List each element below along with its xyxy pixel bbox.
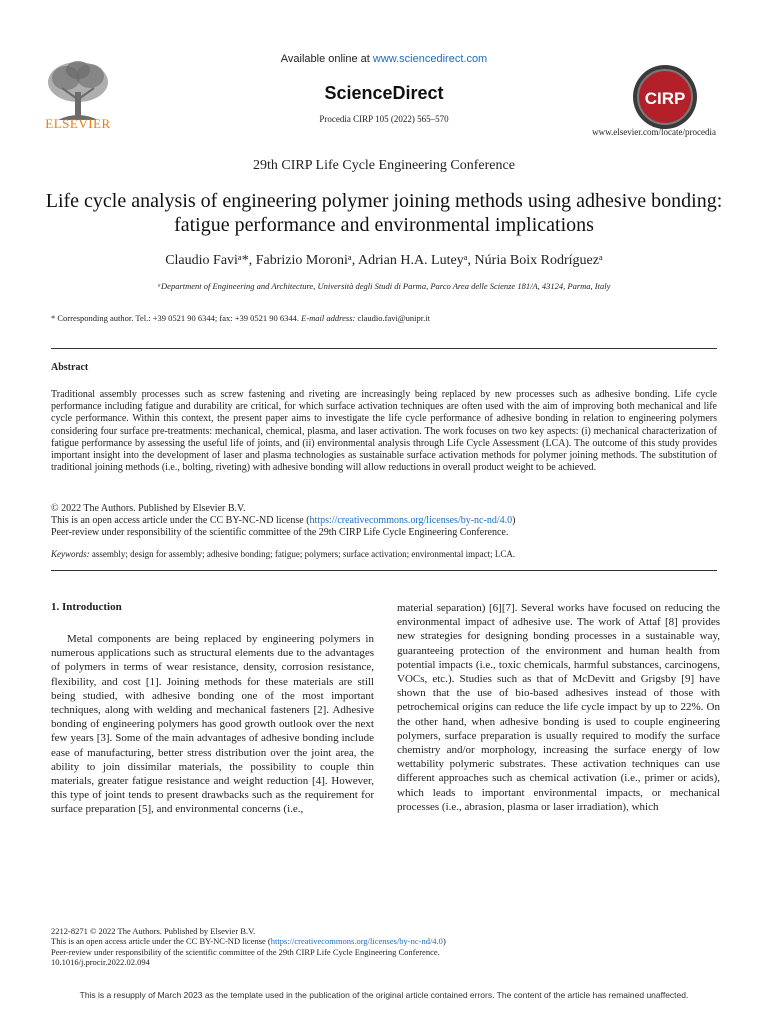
footer-peer-review: Peer-review under responsibility of the scientific committee of the 29th CIRP Life Cycle Engineering Conference. (51, 946, 440, 957)
affiliation: ᵃDepartment of Engineering and Architecture, Università degli Studi di Parma, Parco Area delle Scienze 181/A, 43124, Parma, Italy (157, 281, 611, 291)
available-online (200, 53, 568, 65)
license-link[interactable]: https://creativecommons.org/licenses/by-nc-nd/4.0 (309, 515, 513, 527)
cirp-logo (632, 64, 698, 130)
keywords-list: assembly; design for assembly; adhesive bonding; fatigue; polymers; surface activation; environmental impact; LCA. (89, 549, 516, 559)
available-prefix: Available online at (280, 53, 373, 65)
footer-issn: 2212-8271 © 2022 The Authors. Published by Elsevier B.V. (51, 926, 256, 936)
author-list: Claudio Faviᵃ*, Fabrizio Moroniᵃ, Adrian H.A. Luteyᵃ, Núria Boix Rodríguezᵃ (165, 253, 603, 268)
abstract-text: Traditional assembly processes such as screw fastening and riveting are increasingly being replaced by new processes such as adhesive bonding. Life cycle performance including fatigue and durability are critical, for which surface activation techniques are often used with the aim of improving both mechanical and life cycle performance. Within this context, the present paper aims to investigate the life cycle performance of adhesive bonding in relation to engineering polymers considering four surface pre-treatments: mechanical, chemical, plasma, and laser activation. The work focuses on two key aspects: (i) mechanical characterization of fatigue performance by assessing the useful life of joints, and (ii) environmental analysis through Life Cycle Assessment (LCA). The outcome of this study provides important insight into the development of laser and plasma technologies as sustainable surface activation methods for polymer joining methods. The substitution of traditional joining methods (i.e., bolting, riveting) with adhesive bonding will allow reductions in overall product weight to be achieved. (51, 389, 717, 474)
sciencedirect-link[interactable]: www.sciencedirect.com (372, 53, 488, 65)
abstract-copyright (51, 503, 717, 540)
peer-review-line: Peer-review under responsibility of the scientific committee of the 29th CIRP Life Cycle Engineering Conference. (51, 527, 509, 539)
abstract-heading: Abstract (51, 362, 89, 373)
body-column-left (51, 632, 374, 817)
footer-license-link[interactable]: https://creativecommons.org/licenses/by-nc-nd/4.0 (270, 936, 443, 947)
resupply-note: This is a resupply of March 2023 as the template used in the publication of the original article contained errors. The content of the article has remained unaffected. (79, 990, 689, 1000)
footer-block (51, 926, 731, 967)
corresponding-author (51, 313, 731, 323)
elsevier-wordmark: ELSEVIER (45, 116, 111, 131)
license-suffix: ) (512, 515, 516, 527)
divider-bottom (51, 570, 717, 571)
article-title: Life cycle analysis of engineering polymer joining methods using adhesive bonding: fatigue performance and environmental implications (45, 190, 723, 236)
footer-license-prefix: This is an open access article under the CC BY-NC-ND license ( (51, 936, 271, 947)
section-heading-introduction: 1. Introduction (51, 601, 122, 613)
footer-license (51, 936, 731, 946)
journal-url[interactable]: www.elsevier.com/locate/procedia (592, 127, 716, 137)
sciencedirect-brand: ScienceDirect (324, 83, 444, 103)
divider-top (51, 348, 717, 349)
copyright-line: © 2022 The Authors. Published by Elsevier B.V. (51, 503, 246, 514)
footer-license-suffix: ) (442, 936, 446, 947)
footer-doi[interactable]: 10.1016/j.procir.2022.02.094 (51, 956, 150, 967)
license-line (51, 515, 717, 527)
intro-paragraph-1: Metal components are being replaced by engineering polymers in numerous applications such as structural elements due to the advantages of polymers in terms of wear resistance, density, corrosion resistance, flexibility, and cost [1]. Joining methods for these materials are still being studied, with adhesive bonding one of the most important techniques, along with welding and mechanical fasteners [2]. Adhesive bonding of engineering polymers has good growth outlook over the next few years [3]. Some of the main advantages of adhesive bonding include ease of manufacturing, better stress distribution over the joint area, the ability to join dissimilar materials, the possibility to couple thin materials, greater fatigue resistance and weight reduction [4]. However, this type of joint tends to present drawbacks such as the requirement for surface preparation [5], and environmental concerns (i.e., (51, 633, 374, 816)
license-prefix: This is an open access article under the CC BY-NC-ND license ( (51, 515, 310, 527)
email-label: E-mail address: (301, 313, 356, 323)
intro-paragraph-continued: material separation) [6][7]. Several works have focused on reducing the environmental impact of adhesive use. The work of Attaf [8] provides new strategies for designing bonding processes in a sustainable way, guaranteeing protection of the environment and human health from potential impacts (i.e., toxic chemicals, harmful substances, carcinogens, VOCs, etc.). Studies such as that of McDevitt and Grigsby [9] have shown that the use of bio-based adhesives instead of those with petrochemical origins can reduce the life cycle impact by up to 22%. On the other hand, when adhesive bonding is used to couple engineering polymers, surface preparation is usually required to modify the surface chemistry and/or morphology, increasing the surface energy of low wettability polymeric substrates. These activation techniques can use different approaches such as chemical activation (i.e., primer or acids), which leads to important environmental impacts, or mechanical processes (i.e., abrasion, plasma or laser irradiation), which (397, 602, 720, 813)
email-address[interactable]: claudio.favi@unipr.it (355, 313, 430, 323)
corresponding-prefix: * Corresponding author. Tel.: +39 0521 90 6344; fax: +39 0521 90 6344. (51, 313, 302, 323)
conference-name: 29th CIRP Life Cycle Engineering Conference (253, 158, 515, 173)
cirp-logo-text: CIRP (644, 89, 686, 108)
keywords-label: Keywords: (51, 549, 90, 559)
body-column-right (397, 601, 720, 814)
journal-reference: Procedia CIRP 105 (2022) 565–570 (319, 114, 449, 124)
keywords (51, 549, 717, 559)
